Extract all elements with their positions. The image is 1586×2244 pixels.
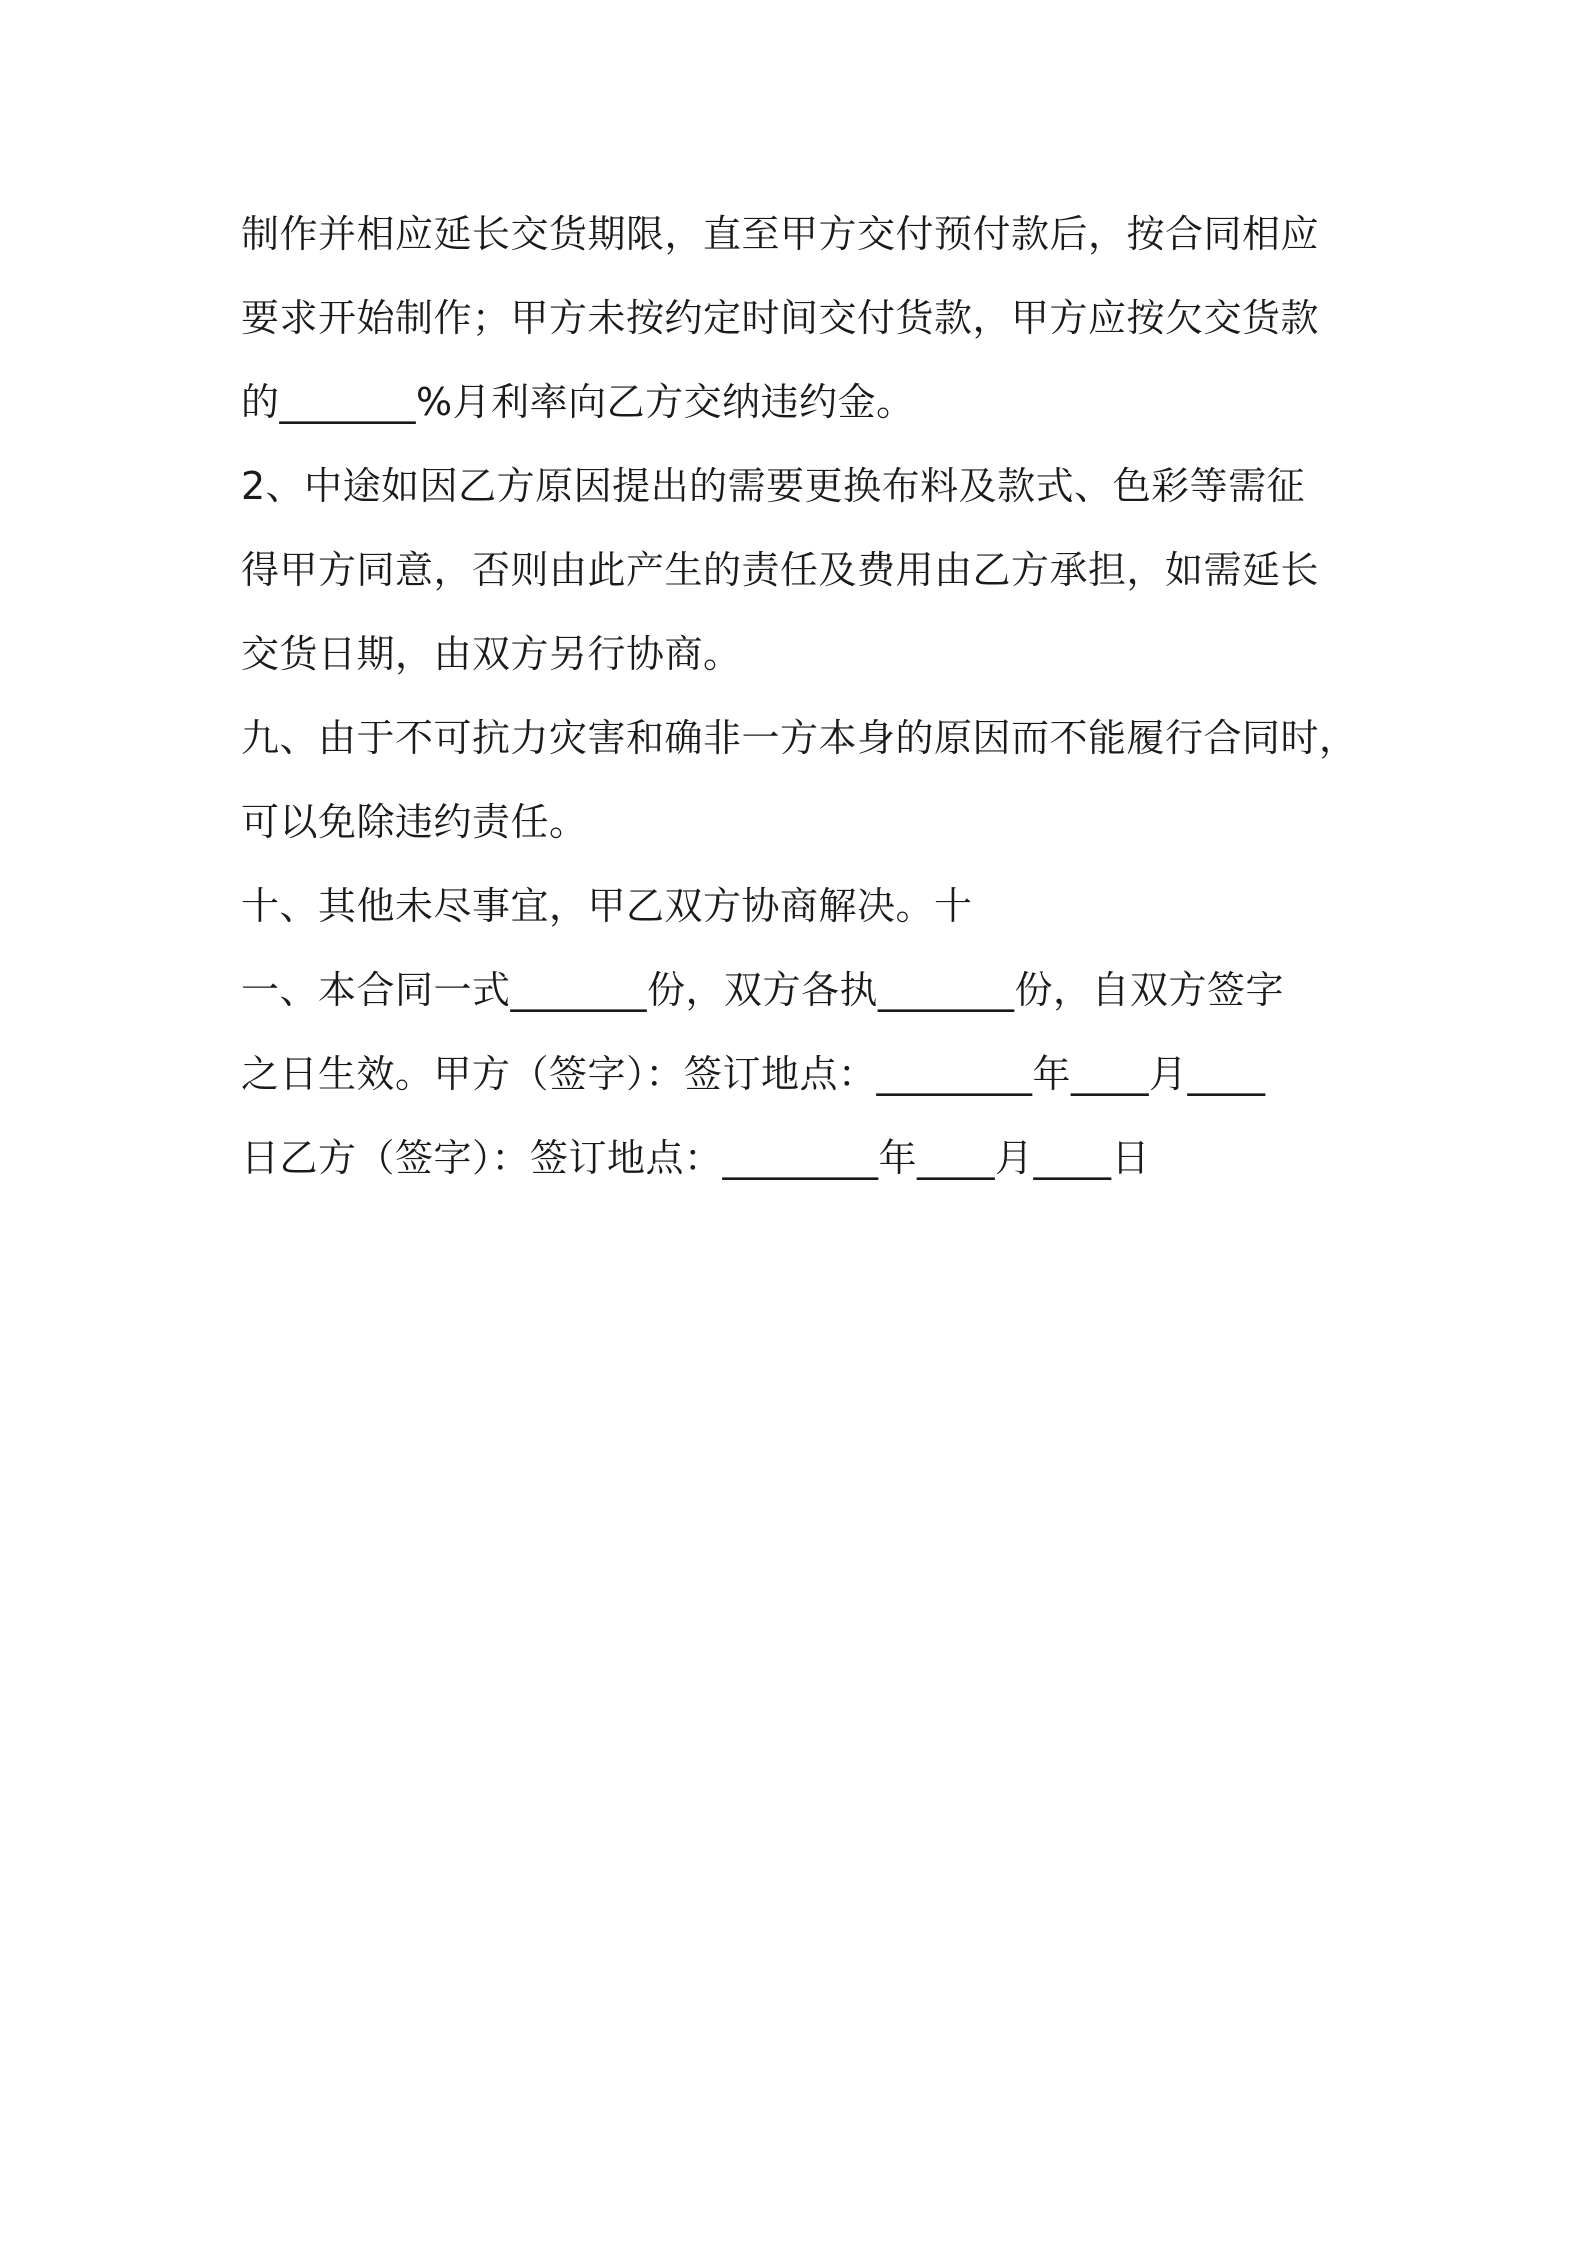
text-line: 制作并相应延长交货期限，直至甲方交付预付款后，按合同相应 [241,212,1320,256]
text-line: 得甲方同意，否则由此产生的责任及费用由乙方承担，如需延长 [241,548,1320,592]
text-line: 日乙方（签字）：签订地点：________年____月____日 [241,1136,1151,1180]
text-line: 十、其他未尽事宜，甲乙双方协商解决。十 [241,884,973,928]
text-line: 可以免除违约责任。 [241,800,588,844]
text-line: 2、中途如因乙方原因提出的需要更换布料及款式、色彩等需征 [241,464,1306,508]
contract-text [241,192,1361,1200]
text-line: 一、本合同一式_______份，双方各执_______份，自双方签字 [241,968,1285,1012]
text-line: 要求开始制作；甲方未按约定时间交付货款，甲方应按欠交货款 [241,296,1320,340]
text-line: 交货日期，由双方另行协商。 [241,632,742,676]
text-line: 九、由于不可抗力灾害和确非一方本身的原因而不能履行合同时， [241,716,1358,760]
text-line: 的_______%月利率向乙方交纳违约金。 [241,380,915,424]
text-line: 之日生效。甲方（签字）：签订地点：________年____月____ [241,1052,1266,1096]
